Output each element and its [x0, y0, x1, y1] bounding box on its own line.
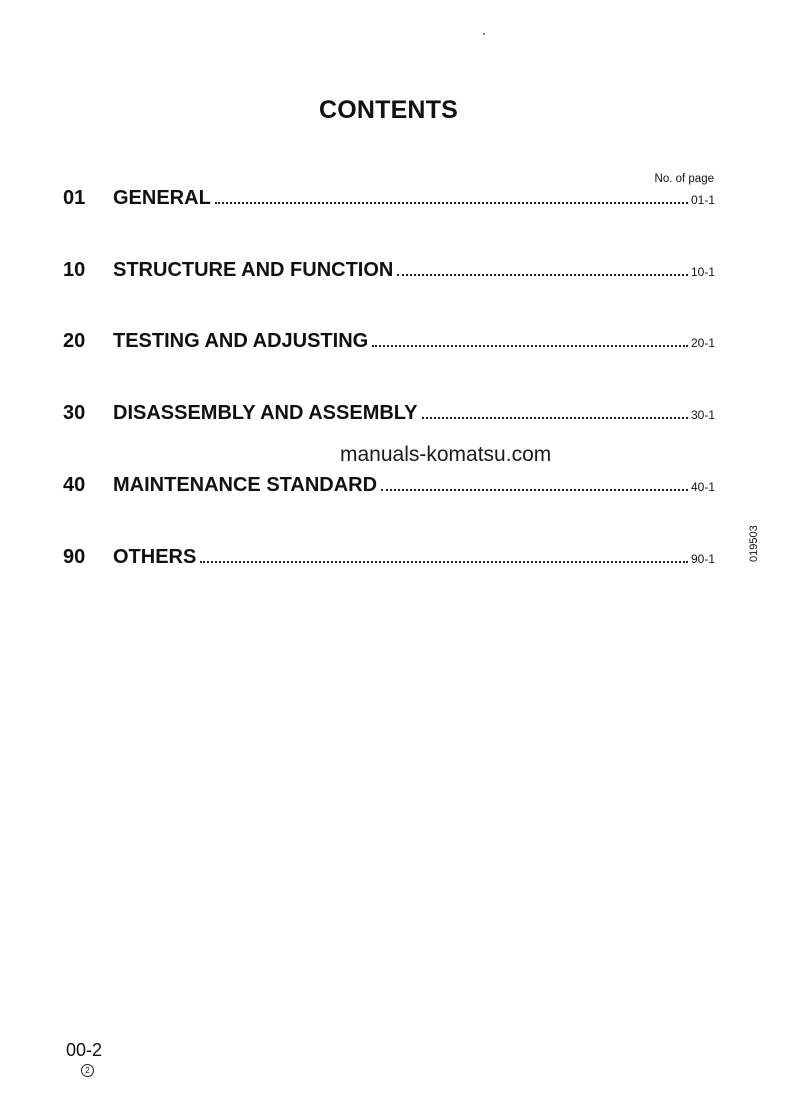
dot-leader	[200, 561, 688, 563]
footer-page-number: 00-2	[66, 1040, 103, 1060]
side-document-code: 019503	[748, 525, 760, 563]
toc-entry-testing-and-adjusting[interactable]	[63, 330, 715, 356]
dot-leader	[422, 417, 688, 419]
toc-entry-number: 01	[63, 187, 86, 209]
dot-leader	[397, 274, 688, 276]
toc-entry-number: 40	[63, 474, 86, 496]
toc-entry-general[interactable]	[63, 187, 715, 213]
toc-entry-page: 40-1	[690, 480, 715, 494]
toc-entry-label: GENERAL	[113, 187, 211, 209]
toc-entry-page: 20-1	[690, 336, 715, 350]
dot-leader	[372, 345, 688, 347]
toc-entry-page: 01-1	[690, 193, 715, 207]
toc-entry-number: 90	[63, 546, 86, 568]
dot-leader	[381, 489, 688, 491]
toc-entry-maintenance-standard[interactable]	[63, 474, 715, 500]
toc-entry-number: 10	[63, 259, 86, 281]
dot-leader	[215, 202, 688, 204]
toc-entry-label: MAINTENANCE STANDARD	[113, 474, 378, 496]
watermark-text: manuals-komatsu.com	[340, 443, 552, 466]
toc-entry-structure-and-function[interactable]	[63, 259, 715, 285]
toc-entry-label: TESTING AND ADJUSTING	[113, 330, 369, 352]
toc-entry-label: DISASSEMBLY AND ASSEMBLY	[113, 402, 418, 424]
toc-entry-others[interactable]	[63, 546, 715, 572]
toc-entry-label: STRUCTURE AND FUNCTION	[113, 259, 394, 281]
toc-entry-page: 30-1	[690, 408, 715, 422]
toc-entry-label: OTHERS	[113, 546, 197, 568]
toc-entry-page: 90-1	[690, 552, 715, 566]
footer-revision-badge: 2	[81, 1064, 94, 1077]
page-title: CONTENTS	[318, 96, 459, 124]
scan-speck	[483, 33, 485, 35]
toc-entry-disassembly-and-assembly[interactable]	[63, 402, 715, 428]
toc-entry-number: 20	[63, 330, 86, 352]
page-column-header: No. of page	[654, 173, 714, 185]
toc-entry-page: 10-1	[690, 265, 715, 279]
toc-entry-number: 30	[63, 402, 86, 424]
